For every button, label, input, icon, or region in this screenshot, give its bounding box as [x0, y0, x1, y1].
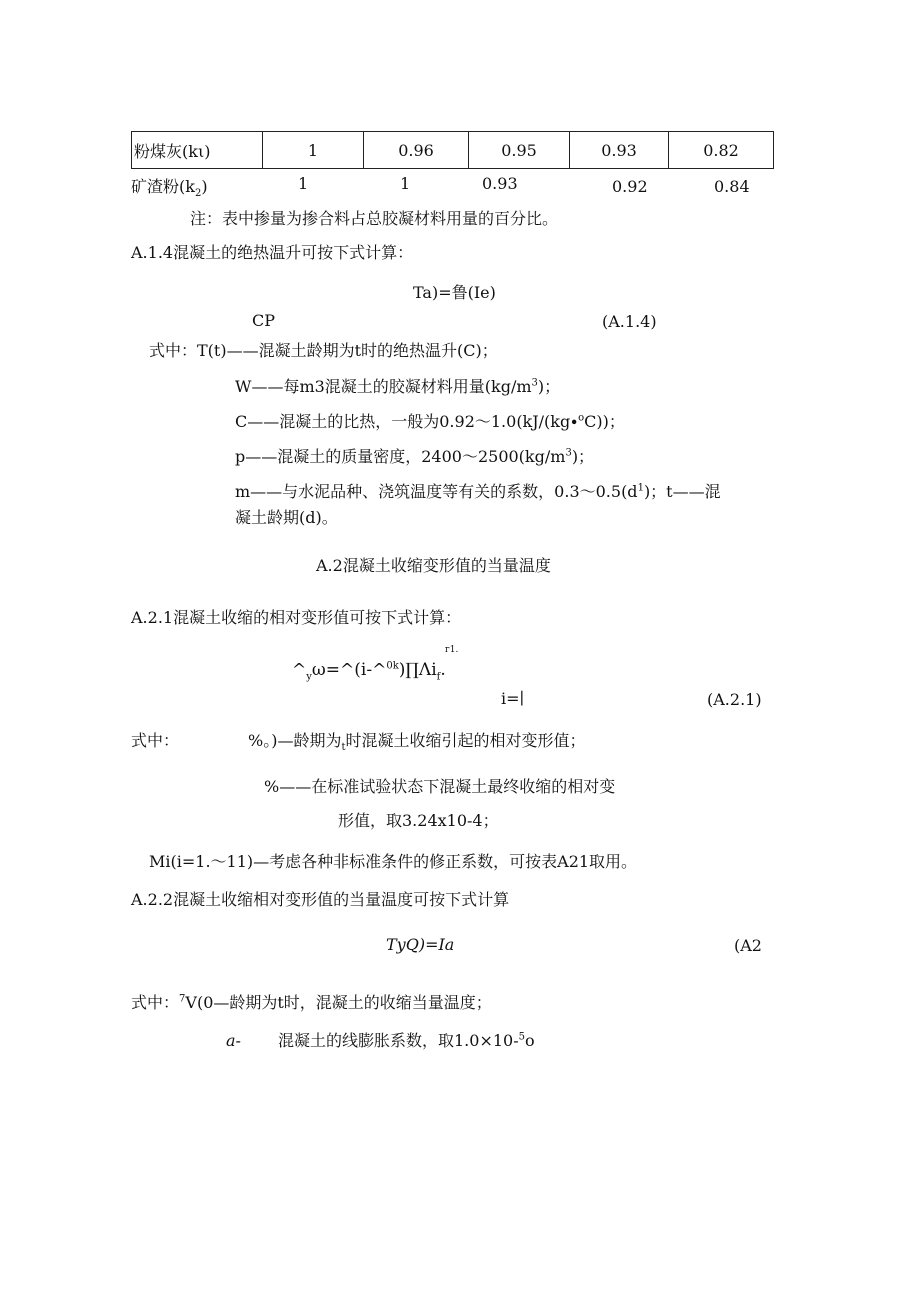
table-cell: 0.95: [469, 132, 570, 169]
definition-ty: 式中：$^7$V(0—龄期为t时，混凝土的收缩当量温度；: [131, 993, 492, 1012]
coefficient-table: [131, 131, 774, 169]
table-cell: 0.96: [364, 132, 469, 169]
section-heading-a14: A.1.4混凝土的绝热温升可按下式计算：: [131, 243, 414, 262]
table-cell: 0.84: [714, 177, 750, 196]
formula-a14-bottom: CP: [252, 311, 276, 330]
equation-number: (A2: [734, 936, 762, 955]
table-cell: 1: [298, 174, 309, 193]
formula-a21-superscript: г1.: [445, 645, 459, 655]
table-row-label: 矿渣粉$(k_2)$: [131, 177, 208, 200]
section-title-a2: A.2混凝土收缩变形值的当量温度: [316, 556, 551, 575]
alpha-symbol: a-: [226, 1031, 241, 1050]
definition-epsilon-0-cont: 形值，取3.24x10-4；: [338, 811, 499, 830]
table-cell: 0.93: [482, 174, 518, 193]
formula-a22: TyQ)=Ia: [386, 935, 455, 954]
section-heading-a21: A.2.1混凝土收缩的相对变形值可按下式计算：: [131, 608, 462, 627]
definition-mi: Mi(i=1.～11)—考虑各种非标准条件的修正系数，可按表A21取用。: [149, 852, 638, 871]
table-cell: 1: [263, 132, 364, 169]
formula-a21-index: i=∣: [501, 689, 525, 708]
definition-epsilon-0: %——在标准试验状态下混凝土最终收缩的相对变: [264, 777, 616, 796]
table-cell: 0.92: [612, 177, 648, 196]
definition-p: p——混凝土的质量密度，$2400\sim 2500(kg∕m^3)$；: [235, 447, 595, 466]
definition-w: W——每m3混凝土的胶凝材料用量$(kg∕m^3)$；: [235, 377, 561, 396]
definition-t: 式中：T(t)——混凝土龄期为t时的绝热温升(C)；: [149, 341, 498, 360]
definition-m: m——与水泥品种、浇筑温度等有关的系数，$0.3\sim 0.5(d^1)$；t——混: [235, 482, 721, 501]
definition-alpha: 混凝土的线膨胀系数，取1.0×10-$^5$o: [278, 1031, 535, 1050]
table-cell: 1: [400, 174, 411, 193]
where-label: 式中：: [131, 731, 180, 750]
table-cell: 0.82: [669, 132, 774, 169]
equation-number: (A.2.1): [707, 690, 762, 709]
table-row: [132, 132, 774, 169]
definition-c: C——混凝土的比热，一般为0.92～1.0(kJ/(kg∙$^o$C))；: [235, 412, 625, 431]
formula-a21: $\^{}_y\omega=\^{}(i-\^{}^{0k})\prod\Lambda i_f$.: [292, 660, 446, 683]
definition-m-cont: 凝土龄期(d)。: [235, 508, 338, 527]
table-note: 注：表中掺量为掺合料占总胶凝材料用量的百分比。: [190, 209, 559, 228]
section-heading-a22: A.2.2混凝土收缩相对变形值的当量温度可按下式计算: [131, 890, 510, 909]
definition-epsilon-t: %。)—龄期为$_t$时混凝土收缩引起的相对变形值；: [248, 731, 586, 754]
table-cell: 0.93: [570, 132, 669, 169]
table-cell: 粉煤灰(kι): [132, 132, 263, 169]
equation-number: (A.1.4): [602, 312, 657, 331]
formula-a14-top: Ta)=鲁(Ie): [413, 283, 496, 302]
